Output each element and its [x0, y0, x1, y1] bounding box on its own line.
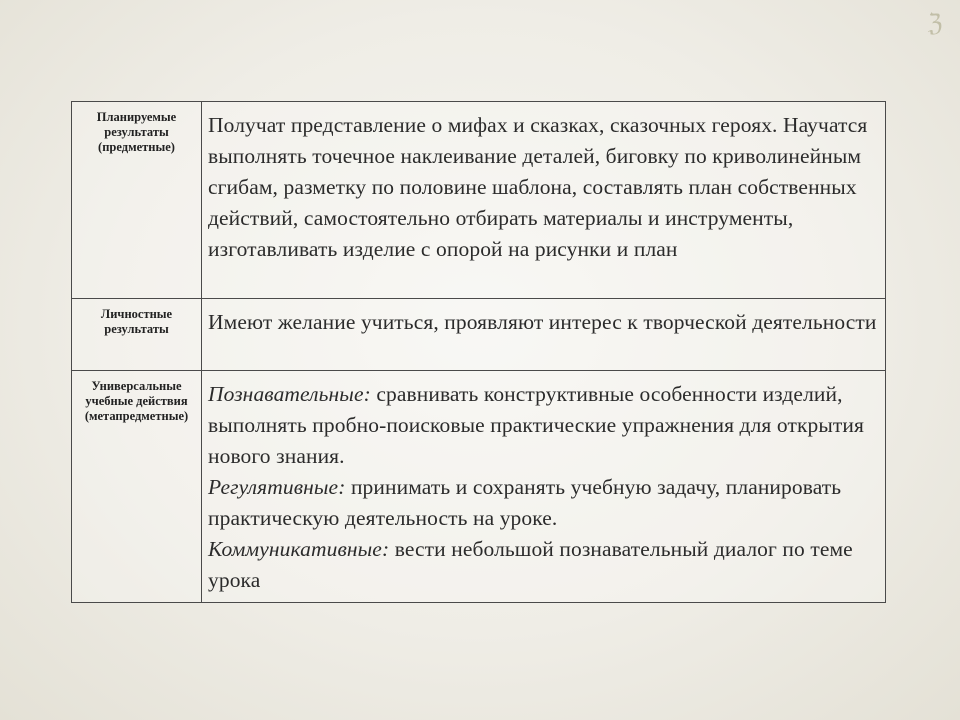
- regulatory-actions-heading: Регулятивные:: [208, 475, 346, 499]
- corner-ornament-icon: ℨ: [927, 9, 943, 37]
- row-label-personal-results: Личностные результаты: [72, 299, 202, 371]
- communicative-actions-text: вести небольшой познавательный диалог по теме урока: [208, 537, 853, 592]
- row-label-subject-results: Планируемые результаты (предметные): [72, 102, 202, 299]
- table-row-personal-results: [72, 299, 886, 371]
- regulatory-actions-text: принимать и сохранять учебную задачу, планировать практическую деятельность на уроке.: [208, 475, 842, 530]
- row-content-universal-actions: [202, 371, 886, 603]
- cognitive-actions-item: [208, 379, 879, 472]
- row-content-personal-results: Имеют желание учиться, проявляют интерес к творческой деятельности: [202, 299, 886, 371]
- lesson-results-table-container: [71, 101, 886, 603]
- communicative-actions-heading: Коммуникативные:: [208, 537, 390, 561]
- row-label-universal-actions: Универсальные учебные действия (метапредметные): [72, 371, 202, 603]
- row-content-subject-results: Получат представление о мифах и сказках, сказочных героях. Научатся выполнять точечное наклеивание деталей, биговку по криволинейным сгибам, разметку по половине шаблона, составлять план собственных действий, самостоятельно отбирать материалы и инструменты, изготавливать изделие с опорой на рисунки и план: [202, 102, 886, 299]
- cognitive-actions-text: сравнивать конструктивные особенности изделий, выполнять пробно-поисковые практические упражнения для открытия нового знания.: [208, 382, 864, 468]
- lesson-results-table: [71, 101, 886, 603]
- table-row-subject-results: [72, 102, 886, 299]
- cognitive-actions-heading: Познавательные:: [208, 382, 371, 406]
- communicative-actions-item: [208, 534, 879, 596]
- regulatory-actions-item: [208, 472, 879, 534]
- table-row-universal-actions: [72, 371, 886, 603]
